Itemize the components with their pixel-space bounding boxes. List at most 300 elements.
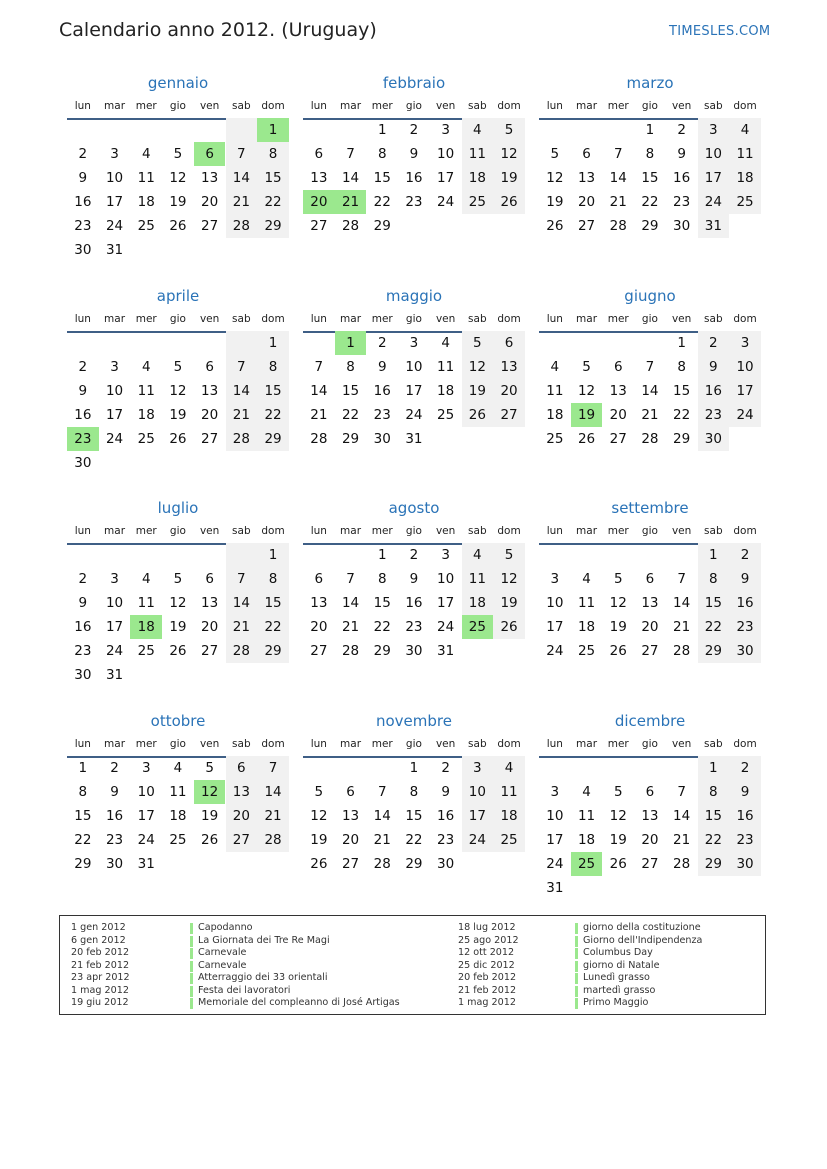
day-cell: 19: [169, 194, 187, 210]
day-cell: 13: [310, 170, 328, 186]
day-cell: 28: [341, 643, 360, 659]
day-cell: 12: [169, 170, 187, 186]
day-cell: 30: [729, 852, 761, 876]
day-cell: 7: [377, 784, 387, 800]
empty-weekend-cell: [226, 331, 258, 355]
day-cell: 28: [641, 431, 659, 447]
day-cell: 15: [405, 808, 423, 824]
weekday-header: sab: [704, 738, 723, 750]
month-ottobre: [67, 711, 289, 916]
day-cell: 25: [462, 190, 494, 214]
day-cell: 17: [105, 194, 124, 210]
weekday-header: sab: [232, 738, 251, 750]
day-cell: 1: [377, 122, 387, 138]
day-cell: 3: [462, 756, 494, 780]
weekday-header: mer: [371, 100, 393, 112]
weekday-header: mer: [371, 738, 393, 750]
day-cell: 20: [226, 804, 258, 828]
day-cell: 29: [673, 431, 691, 447]
day-cell: 21: [673, 619, 691, 635]
weekday-header: dom: [261, 525, 285, 537]
day-cell: 3: [110, 146, 119, 162]
day-cell: 27: [493, 403, 525, 427]
weekday-header: lun: [546, 738, 563, 750]
day-cell: 18: [577, 619, 596, 635]
holiday-marker-icon: [575, 986, 578, 997]
day-cell: 10: [729, 355, 761, 379]
day-cell: 26: [462, 403, 494, 427]
day-cell: 5: [613, 784, 623, 800]
month-name: aprile: [156, 287, 200, 305]
day-cell: 10: [462, 780, 494, 804]
day-cell: 20: [641, 832, 659, 848]
legend-date: 20 feb 2012: [458, 972, 517, 983]
day-cell: 6: [226, 756, 258, 780]
day-cell: 23: [405, 194, 423, 210]
day-cell: 17: [437, 595, 455, 611]
day-cell: 5: [550, 146, 560, 162]
day-cell: 9: [78, 595, 88, 611]
day-cell: 16: [105, 808, 124, 824]
brand-logo-text[interactable]: TIMESLES.COM: [669, 24, 771, 39]
day-cell: 29: [373, 218, 391, 234]
day-cell: 16: [698, 379, 730, 403]
day-cell: 9: [409, 571, 419, 587]
holiday-marker-icon: [575, 961, 578, 972]
day-cell: 14: [310, 383, 328, 399]
weekday-header: ven: [435, 525, 456, 537]
legend-holiday-name: martedì grasso: [583, 984, 656, 996]
legend-holiday-name: Columbus Day: [583, 947, 653, 958]
day-cell: 17: [729, 379, 761, 403]
day-cell: 22: [405, 832, 423, 848]
day-cell: 14: [341, 170, 360, 186]
day-cell: 29: [257, 214, 289, 238]
day-cell: 31: [105, 242, 124, 258]
weekday-header: lun: [546, 100, 563, 112]
weekday-header: dom: [261, 100, 285, 112]
day-cell: 19: [609, 832, 627, 848]
legend-date: 25 dic 2012: [458, 959, 515, 971]
day-cell: 5: [582, 359, 591, 375]
day-cell: 18: [437, 383, 455, 399]
day-cell: 10: [105, 595, 124, 611]
legend-date: 1 mag 2012: [71, 984, 129, 996]
day-cell: 19: [201, 808, 219, 824]
weekday-header: lun: [74, 313, 91, 325]
day-cell: 27: [201, 431, 219, 447]
day-cell: 23: [673, 194, 691, 210]
holiday-marker-icon: [575, 973, 578, 984]
month-name: giugno: [624, 287, 676, 305]
day-cell: 31: [137, 856, 155, 872]
day-cell: 9: [377, 359, 387, 375]
weekday-header: gio: [169, 738, 186, 750]
day-cell: 10: [137, 784, 155, 800]
day-cell: 24: [698, 190, 730, 214]
day-cell: 13: [609, 383, 627, 399]
weekday-header: gio: [641, 313, 658, 325]
day-cell: 6: [314, 571, 324, 587]
day-cell: 10: [546, 808, 564, 824]
day-cell: 26: [169, 643, 187, 659]
month-agosto: [303, 498, 525, 703]
day-cell: 1: [698, 543, 730, 567]
day-cell: 15: [698, 804, 730, 828]
day-cell: 12: [609, 595, 627, 611]
day-cell: 25: [546, 431, 564, 447]
day-cell: 2: [677, 122, 686, 138]
day-cell: 26: [546, 218, 564, 234]
day-cell: 17: [546, 832, 564, 848]
weekday-header: mer: [607, 525, 629, 537]
day-cell: 18: [729, 166, 761, 190]
day-cell: 16: [673, 170, 691, 186]
weekday-header: sab: [704, 313, 723, 325]
day-cell: 24: [105, 218, 124, 234]
day-cell: 12: [546, 170, 564, 186]
day-cell: 19: [493, 166, 525, 190]
day-cell: 16: [729, 591, 761, 615]
day-cell: 2: [78, 146, 88, 162]
day-cell: 13: [341, 808, 360, 824]
weekday-header: ven: [199, 525, 220, 537]
day-cell: 13: [577, 170, 596, 186]
day-cell: 20: [493, 379, 525, 403]
day-cell: 14: [257, 780, 289, 804]
weekday-header: dom: [261, 738, 285, 750]
page-title: Calendario anno 2012. (Uruguay): [59, 19, 377, 41]
day-cell: 4: [462, 118, 494, 142]
day-cell: 30: [74, 242, 92, 258]
day-cell: 22: [373, 194, 391, 210]
day-cell: 17: [698, 166, 730, 190]
holiday-day-cell: 21: [335, 190, 367, 214]
day-cell: 21: [609, 194, 627, 210]
day-cell: 27: [609, 431, 627, 447]
day-cell: 23: [437, 832, 455, 848]
day-cell: 21: [257, 804, 289, 828]
day-cell: 19: [462, 379, 494, 403]
weekday-header: mar: [104, 738, 126, 750]
day-cell: 14: [641, 383, 659, 399]
weekday-header: mer: [607, 738, 629, 750]
day-cell: 7: [346, 146, 355, 162]
day-cell: 4: [141, 571, 151, 587]
day-cell: 14: [673, 595, 691, 611]
day-cell: 10: [546, 595, 564, 611]
weekday-header: dom: [497, 525, 521, 537]
day-cell: 14: [341, 595, 360, 611]
weekday-header: gio: [641, 738, 658, 750]
day-cell: 22: [257, 190, 289, 214]
weekday-header: lun: [310, 100, 327, 112]
weekday-header: dom: [497, 100, 521, 112]
day-cell: 9: [677, 146, 686, 162]
day-cell: 5: [613, 571, 623, 587]
weekday-header: dom: [733, 525, 757, 537]
day-cell: 13: [641, 808, 659, 824]
day-cell: 2: [729, 543, 761, 567]
day-cell: 4: [173, 760, 183, 776]
day-cell: 9: [78, 170, 88, 186]
month-settembre: [539, 498, 761, 703]
day-cell: 16: [729, 804, 761, 828]
day-cell: 25: [729, 190, 761, 214]
holiday-day-cell: 25: [571, 852, 603, 876]
day-cell: 9: [441, 784, 450, 800]
day-cell: 4: [141, 146, 151, 162]
day-cell: 13: [201, 383, 219, 399]
day-cell: 21: [226, 190, 258, 214]
holiday-legend: [59, 915, 766, 1015]
weekday-header: sab: [468, 525, 487, 537]
day-cell: 25: [493, 828, 525, 852]
day-cell: 7: [677, 784, 686, 800]
day-cell: 20: [201, 619, 219, 635]
day-cell: 11: [169, 784, 187, 800]
day-cell: 29: [405, 856, 423, 872]
day-cell: 7: [226, 567, 258, 591]
month-name: ottobre: [150, 712, 206, 730]
day-cell: 12: [169, 595, 187, 611]
day-cell: 21: [341, 619, 360, 635]
weekday-header: ven: [199, 313, 220, 325]
weekday-header: lun: [546, 525, 563, 537]
day-cell: 11: [729, 142, 761, 166]
month-febbraio: [303, 73, 525, 278]
day-cell: 23: [698, 403, 730, 427]
weekday-header: sab: [468, 100, 487, 112]
legend-holiday-name: Atterraggio dei 33 orientali: [198, 972, 328, 983]
weekday-header: lun: [310, 313, 327, 325]
weekday-header: mer: [607, 100, 629, 112]
weekday-header: sab: [468, 738, 487, 750]
weekday-header: ven: [435, 313, 456, 325]
weekday-header: dom: [733, 100, 757, 112]
day-cell: 23: [105, 832, 124, 848]
day-cell: 4: [582, 784, 591, 800]
weekday-header: mar: [340, 738, 362, 750]
day-cell: 7: [346, 571, 355, 587]
weekday-header: gio: [641, 525, 658, 537]
day-cell: 6: [205, 359, 214, 375]
day-cell: 24: [546, 856, 564, 872]
weekday-header: gio: [169, 313, 186, 325]
day-cell: 14: [609, 170, 627, 186]
day-cell: 21: [373, 832, 391, 848]
day-cell: 23: [405, 619, 423, 635]
day-cell: 16: [437, 808, 455, 824]
day-cell: 23: [74, 218, 92, 234]
holiday-marker-icon: [190, 961, 193, 972]
day-cell: 21: [673, 832, 691, 848]
day-cell: 17: [546, 619, 564, 635]
holiday-day-cell: 25: [462, 615, 494, 639]
day-cell: 8: [257, 567, 289, 591]
day-cell: 25: [577, 643, 596, 659]
weekday-header: ven: [671, 100, 692, 112]
weekday-header: lun: [310, 525, 327, 537]
day-cell: 8: [677, 359, 686, 375]
day-cell: 4: [441, 335, 450, 351]
day-cell: 30: [74, 455, 92, 471]
day-cell: 15: [373, 170, 391, 186]
empty-weekend-cell: [226, 543, 258, 567]
day-cell: 3: [141, 760, 151, 776]
month-maggio: [303, 286, 525, 491]
month-name: luglio: [157, 499, 199, 517]
day-cell: 26: [310, 856, 328, 872]
weekday-header: gio: [405, 525, 422, 537]
day-cell: 24: [462, 828, 494, 852]
day-cell: 7: [257, 756, 289, 780]
holiday-day-cell: 23: [67, 427, 99, 451]
day-cell: 21: [641, 407, 659, 423]
day-cell: 2: [698, 331, 730, 355]
day-cell: 11: [137, 170, 155, 186]
weekday-header: sab: [232, 313, 251, 325]
legend-date: 1 gen 2012: [71, 922, 126, 933]
day-cell: 9: [729, 567, 761, 591]
day-cell: 4: [582, 571, 591, 587]
day-cell: 15: [257, 591, 289, 615]
day-cell: 20: [310, 619, 328, 635]
day-cell: 21: [226, 615, 258, 639]
weekday-header: mar: [340, 100, 362, 112]
holiday-day-cell: 19: [571, 403, 603, 427]
legend-date: 1 mag 2012: [458, 997, 516, 1008]
day-cell: 9: [110, 784, 119, 800]
day-cell: 5: [173, 359, 183, 375]
day-cell: 20: [341, 832, 360, 848]
day-cell: 5: [493, 543, 525, 567]
legend-holiday-name: Capodanno: [198, 922, 253, 933]
day-cell: 1: [78, 760, 88, 776]
month-luglio: [67, 498, 289, 703]
day-cell: 12: [169, 383, 187, 399]
day-cell: 31: [546, 880, 564, 896]
weekday-header: ven: [671, 525, 692, 537]
day-cell: 23: [74, 643, 92, 659]
day-cell: 27: [310, 643, 328, 659]
day-cell: 1: [409, 760, 419, 776]
day-cell: 2: [441, 760, 450, 776]
month-name: settembre: [611, 499, 689, 517]
day-cell: 27: [341, 856, 360, 872]
weekday-header: ven: [435, 738, 456, 750]
day-cell: 30: [373, 431, 391, 447]
weekday-header: mar: [104, 313, 126, 325]
holiday-marker-icon: [190, 923, 193, 934]
day-cell: 26: [609, 856, 627, 872]
holiday-marker-icon: [190, 973, 193, 984]
day-cell: 17: [105, 407, 124, 423]
day-cell: 6: [645, 571, 655, 587]
weekday-header: sab: [232, 100, 251, 112]
weekday-header: sab: [704, 100, 723, 112]
weekday-header: mar: [104, 525, 126, 537]
day-cell: 17: [137, 808, 155, 824]
day-cell: 7: [314, 359, 324, 375]
day-cell: 3: [110, 571, 119, 587]
legend-holiday-name: La Giornata dei Tre Re Magi: [198, 934, 330, 946]
day-cell: 17: [462, 804, 494, 828]
day-cell: 4: [141, 359, 151, 375]
day-cell: 31: [698, 214, 730, 238]
day-cell: 9: [729, 780, 761, 804]
day-cell: 27: [641, 856, 659, 872]
day-cell: 24: [546, 643, 564, 659]
empty-weekend-cell: [226, 118, 258, 142]
day-cell: 8: [257, 142, 289, 166]
day-cell: 10: [698, 142, 730, 166]
day-cell: 4: [550, 359, 560, 375]
day-cell: 3: [550, 571, 560, 587]
weekday-header: lun: [74, 525, 91, 537]
day-cell: 29: [257, 427, 289, 451]
legend-holiday-name: Primo Maggio: [583, 997, 649, 1008]
month-name: agosto: [388, 499, 440, 517]
day-cell: 15: [74, 808, 92, 824]
day-cell: 20: [609, 407, 627, 423]
day-cell: 3: [550, 784, 560, 800]
month-marzo: [539, 73, 761, 278]
day-cell: 25: [137, 218, 155, 234]
day-cell: 8: [698, 567, 730, 591]
day-cell: 29: [257, 639, 289, 663]
legend-date: 21 feb 2012: [71, 959, 130, 971]
day-cell: 14: [226, 379, 258, 403]
day-cell: 7: [645, 359, 655, 375]
day-cell: 14: [373, 808, 391, 824]
day-cell: 16: [74, 619, 92, 635]
weekday-header: gio: [169, 100, 186, 112]
day-cell: 15: [257, 379, 289, 403]
day-cell: 29: [698, 852, 730, 876]
day-cell: 1: [257, 331, 289, 355]
day-cell: 11: [462, 567, 494, 591]
weekday-header: mer: [135, 100, 157, 112]
day-cell: 18: [137, 194, 155, 210]
day-cell: 18: [137, 407, 155, 423]
weekday-header: ven: [199, 738, 220, 750]
day-cell: 19: [609, 619, 627, 635]
day-cell: 27: [201, 643, 219, 659]
day-cell: 1: [645, 122, 655, 138]
day-cell: 4: [462, 543, 494, 567]
day-cell: 30: [405, 643, 423, 659]
day-cell: 22: [698, 615, 730, 639]
day-cell: 11: [577, 595, 596, 611]
legend-date: 21 feb 2012: [458, 984, 517, 996]
legend-holiday-name: Giorno dell'Indipendenza: [583, 934, 703, 946]
day-cell: 19: [169, 407, 187, 423]
day-cell: 18: [577, 832, 596, 848]
day-cell: 18: [493, 804, 525, 828]
weekday-header: mer: [135, 525, 157, 537]
day-cell: 14: [673, 808, 691, 824]
weekday-header: sab: [468, 313, 487, 325]
holiday-day-cell: 1: [335, 331, 367, 355]
weekday-header: gio: [405, 100, 422, 112]
weekday-header: mar: [576, 738, 598, 750]
legend-holiday-name: Memoriale del compleanno di José Artigas: [198, 997, 400, 1008]
day-cell: 30: [729, 639, 761, 663]
day-cell: 12: [493, 142, 525, 166]
day-cell: 15: [341, 383, 360, 399]
legend-holiday-name: Carnevale: [198, 947, 247, 958]
